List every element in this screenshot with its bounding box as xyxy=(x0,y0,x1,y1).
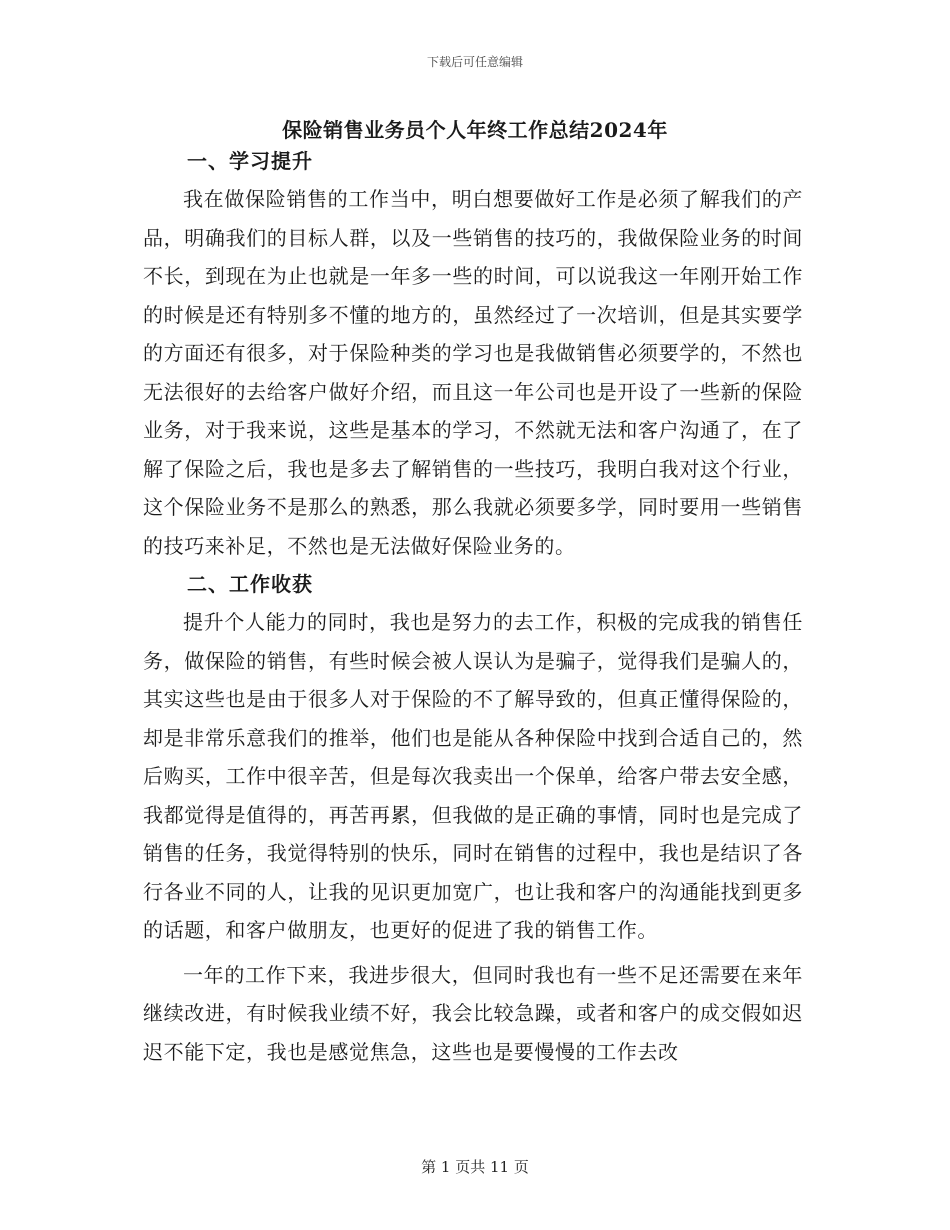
section-heading: 二、工作收获 xyxy=(187,572,313,596)
page-header-note: 下载后可任意编辑 xyxy=(426,55,523,69)
section-heading: 一、学习提升 xyxy=(187,149,313,173)
paragraph: 我在做保险销售的工作当中，明白想要做好工作是必须了解我们的产品，明确我们的目标人群，以及一些销售的技巧的，我做保险业务的时间不长，到现在为止也就是一年多一些的时间，可以说我这一年刚开始工作的时候是还有特别多不懂的地方的，虽然经过了一次培训，但是其实要学的方面还有很多，对于保险种类的学习也是我做销售必须要学的，不然也无法很好的去给客户做好介绍，而且这一年公司也是开设了一些新的保险业务，对于我来说，这些是基本的学习，不然就无法和客户沟通了，在了解了保险之后，我也是多去了解销售的一些技巧，我明白我对这个行业，这个保险业务不是那么的熟悉，那么我就必须要多学，同时要用一些销售的技巧来补足，不然也是无法做好保险业务的。 xyxy=(143,187,803,558)
document-body xyxy=(143,142,803,1071)
section-work-gains xyxy=(143,565,803,1071)
paragraph: 一年的工作下来，我进步很大，但同时我也有一些不足还需要在来年继续改进，有时候我业绩不好，我会比较急躁，或者和客户的成交假如迟迟不能下定，我也是感觉焦急，这些也是要慢慢的工作去改 xyxy=(143,962,803,1064)
paragraph: 提升个人能力的同时，我也是努力的去工作，积极的完成我的销售任务，做保险的销售，有些时候会被人误认为是骗子，觉得我们是骗人的，其实这些也是由于很多人对于保险的不了解导致的，但真正懂得保险的，却是非常乐意我们的推举，他们也是能从各种保险中找到合适自己的，然后购买，工作中很辛苦，但是每次我卖出一个保单，给客户带去安全感，我都觉得是值得的，再苦再累，但我做的是正确的事情，同时也是完成了销售的任务，我觉得特别的快乐，同时在销售的过程中，我也是结识了各行各业不同的人，让我的见识更加宽广，也让我和客户的沟通能找到更多的话题，和客户做朋友，也更好的促进了我的销售工作。 xyxy=(143,610,803,942)
document-title: 保险销售业务员个人年终工作总结2024年 xyxy=(282,118,668,142)
section-learning xyxy=(143,142,803,565)
page-number: 第 1 页共 11 页 xyxy=(421,1158,529,1176)
